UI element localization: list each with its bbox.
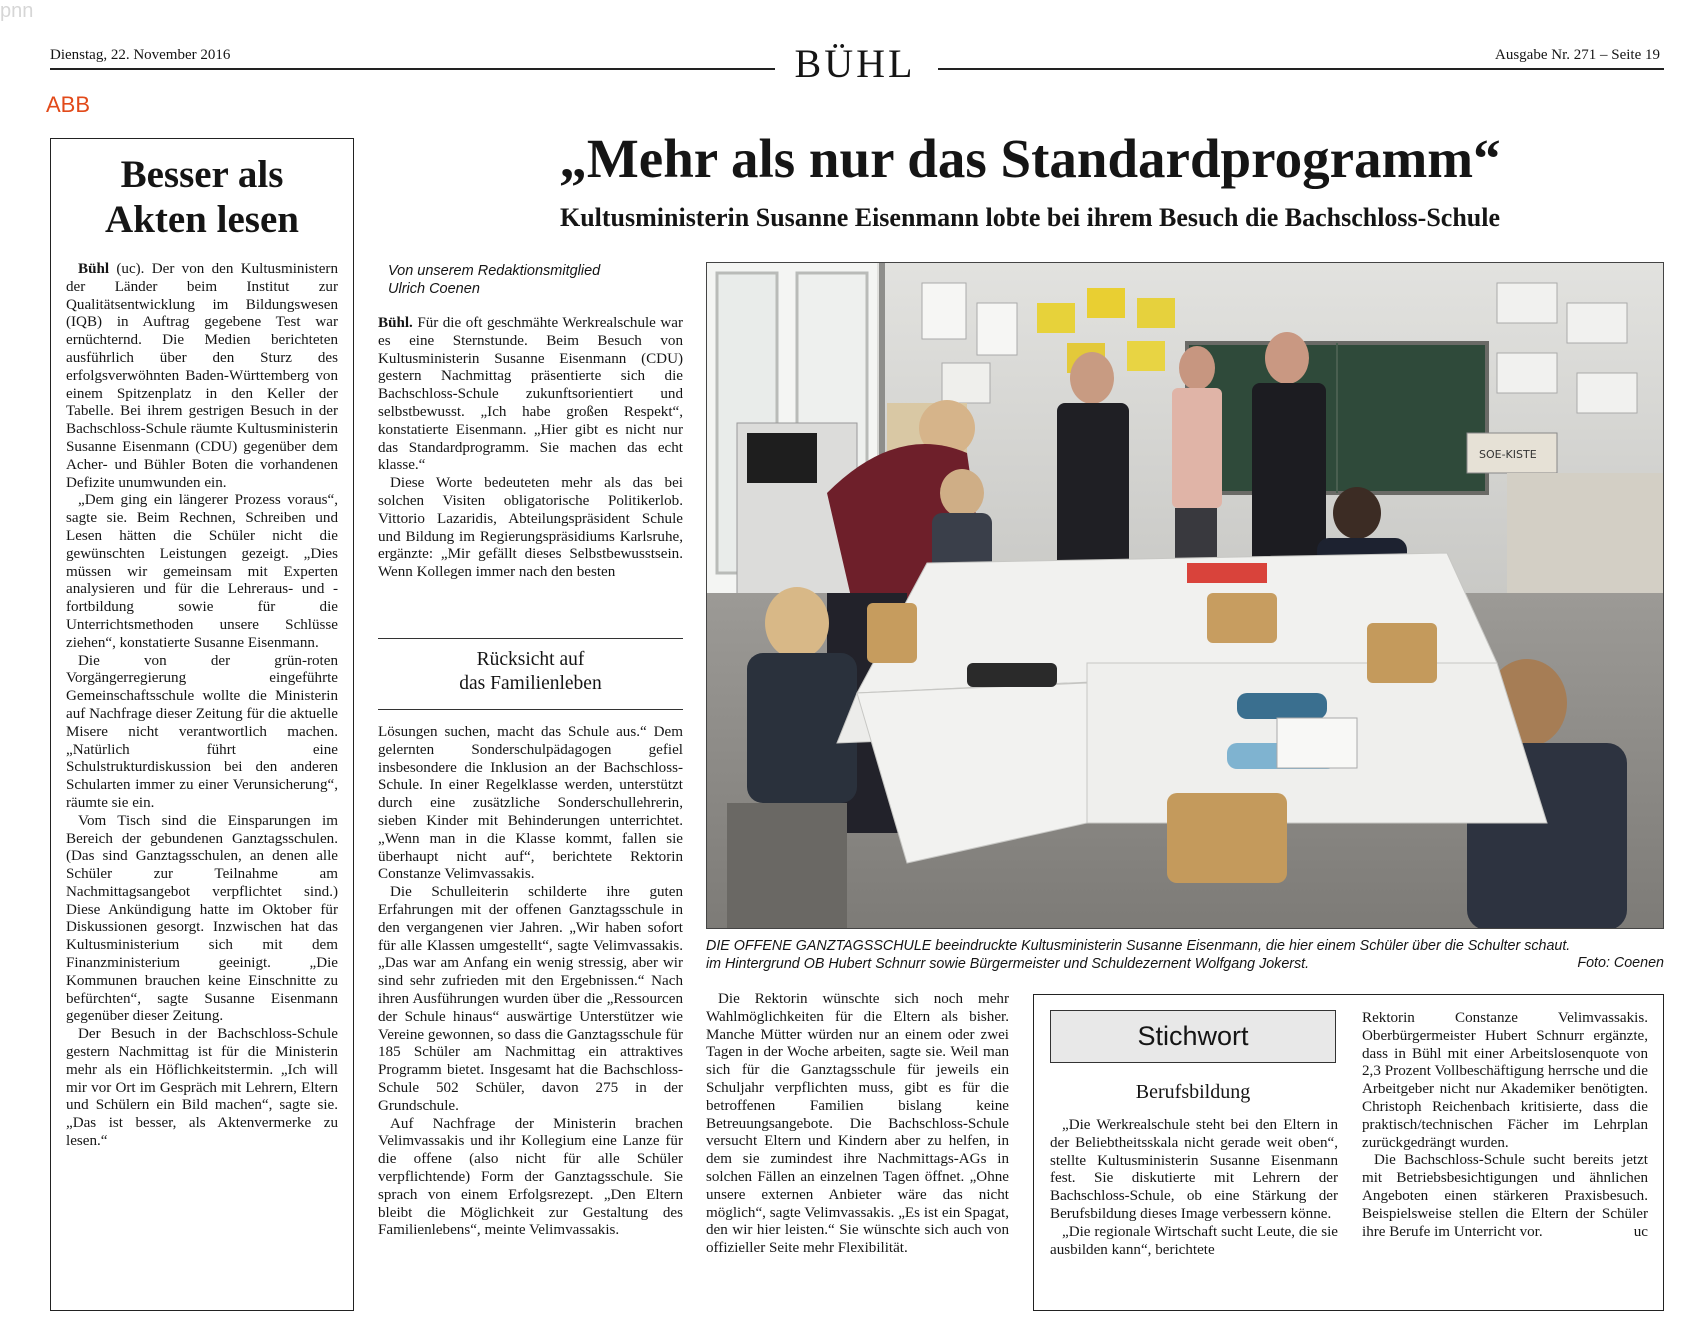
photo-illustration [707,263,1664,929]
paragraph: „Dem ging ein längerer Prozess voraus“, sagte sie. Beim Rechnen, Schreiben und Lesen hätten die Schüler nicht die gewünschten Leistungen gezeigt. „Dies müssen wir gemeinsam mit Experten analysieren und für die Lehreraus- und -fortbildung sowie für die Unterrichtsmethoden unsere Schlüsse ziehen“, konstatierte Susanne Eisenmann. [66,492,338,651]
author-initials: uc [1633,1223,1648,1240]
sidebar-headline: Besser als Akten lesen [105,153,299,241]
masthead-rule-left [50,68,775,70]
main-subheadline: Kultusministerin Susanne Eisenmann lobte bei ihrem Besuch die Bachschloss-Schule [559,203,1500,232]
sidebar-lead: Bühl [78,261,110,277]
subhead-rule-bottom [378,709,683,710]
article-column-1-bottom [378,724,683,1240]
info-box-title: Berufsbildung [1135,1081,1251,1103]
paragraph: Der Besuch in der Bachschloss-Schule gestern Nachmittag ist für die Ministerin mehr als ein Höflichkeitstermin. „Ich will mir vor Ort im Gespräch mit Lehrern, Eltern und Schülern ein Bild machen“, sagte sie. „Das ist besser, als Aktenvermerke zu lesen.“ [66,1026,338,1150]
info-box-column-2 [1362,1010,1648,1241]
article-lead: Bühl. [378,315,413,331]
section-label: ABB [46,92,91,117]
info-box-label: Stichwort [1050,1010,1336,1063]
paragraph: Die von der grün-roten Vorgängerregierung eingeführte Gemeinschaftsschule wollte die Ministerin auf Nachfrage dieser Zeitung für die aktuelle Misere nicht verantwortlich machen. „Natürlich führt eine Schulstrukturdiskussion bei den anderen Schularten immer zu einer Verunsicherung“, räumte sie ein. [66,652,338,811]
paragraph: „Die Werkrealschule steht bei den Eltern in der Beliebtheitsskala nicht gerade weit oben“, stellte Kultusministerin Susanne Eisenmann fest. Sie diskutierte mit Lehrern der Bachschloss-Schule, ob eine Stärkung der Berufsbildung dieses Image verbessern könne. [1050,1117,1338,1222]
masthead-rule-right [938,68,1664,70]
subheadline: Rücksicht auf das Familienleben [459,649,602,694]
photo-caption: DIE OFFENE GANZTAGSSCHULE beeindruckte Kultusministerin Susanne Eisenmann, die hier einem Schüler über die Schulter schaut. im Hintergrund OB Hubert Schnurr sowie Bürgermeister und Schuldezernent Wolfgang Jokerst. [706,938,1571,972]
paragraph: Auf Nachfrage der Ministerin brachen Velimvassakis und ihr Kollegium eine Lanze für die offene (also nicht für alle Schüler verpflichtende) Form der Ganztagsschule. Sie sprach von einem Erfolgsrezept. „Den Eltern bleibt die Möglichkeit zur Gestaltung des Familienlebens“, meinte Velimvassakis. [378,1115,683,1239]
article-column-1-top: Bühl. Für die oft geschmähte Werkrealschule war es eine Sternstunde. Beim Besuch von Kultusministerin Susanne Eisenmann (CDU) gestern Nachmittag präsentierte sich die Bachschloss-Schule zukunftsorientiert und selbstbewusst. „Ich habe großen Respekt“, konstatierte Eisenmann. „Hier gibt es nicht nur das Standardprogramm. Sie machen das echt klasse.“ Diese Worte bedeuteten mehr als das bei solchen Visiten obligatorische Politikerlob. Vittorio Lazaridis, Abteilungspräsident Schule und Bildung im Regierungspräsidiums Karlsruhe, ergänzte: „Mir gefällt dieses Selbstbewusstsein. Wenn Kollegen immer nach den besten [378,315,683,581]
issue-number: Ausgabe Nr. 271 – Seite 19 [1495,47,1660,63]
sidebar-article-body: Bühl (uc). Der von den Kultusministern der Länder beim Institut zur Qualitätsentwicklung im Bildungswesen (IQB) in Auftrag gegebene Test war ernüchternd. Die Medien berichteten ausführlich über den Sturz des erfolgsverwöhnten Baden-Württemberg von einem Spitzenplatz in den Keller der Tabelle. Bei ihrem gestrigen Besuch in der Bachschloss-Schule räumte Kultusministerin Susanne Eisenmann (CDU) gegenüber dem Acher- und Bühler Boten die vorhandenen Defizite unumwunden ein. „Dem ging ein längerer Prozess voraus“, sagte sie. Beim Rechnen, Schreiben und Lesen hätten die Schüler nicht die gewünschten Leistungen gezeigt. „Dies müssen wir gemeinsam mit Experten analysieren und für die Lehreraus- und -fortbildung sowie für die Unterrichtsmethoden unsere Schlüsse ziehen“, konstatierte Susanne Eisenmann. Die von der grün-roten Vorgängerregierung eingeführte Gemeinschaftsschule wollte die Ministerin auf Nachfrage dieser Zeitung für die aktuelle Misere nicht verantwortlich machen. „Natürlich führt eine Schulstrukturdiskussion bei den anderen Schularten immer zu einer Verunsicherung“, räumte sie ein. Vom Tisch sind die Einsparungen im Bereich der gebundenen Ganztagsschulen. (Das sind Ganztagsschulen, an denen alle Schüler zur Teilnahme am Nachmittagsangebot verpflichtet sind.) Diese Ankündigung hatte im Oktober für Diskussionen gesorgt. Inzwischen hat das Kultusministerium sich mit dem Finanzministerium geeinigt. „Die Kommunen brauchen keine Einschnitte zu befürchten“, sagte Susanne Eisenmann gegenüber dieser Zeitung. Der Besuch in der Bachschloss-Schule gestern Nachmittag ist für die Ministerin mehr als ein Höflichkeitstermin. „Ich will mir vor Ort im Gespräch mit Lehrern, Eltern und Schülern ein Bild machen“, sagte sie. „Das ist besser, als Aktenvermerke zu lesen.“ [66,261,338,1150]
watermark: pnn [0,0,34,22]
paragraph: „Die regionale Wirtschaft sucht Leute, die sie ausbilden kann“, berichtete [1050,1223,1338,1258]
paragraph: Diese Worte bedeuteten mehr als das bei solchen Visiten obligatorische Politikerlob. Vittorio Lazaridis, Abteilungspräsident Schule und Bildung im Regierungspräsidiums Karlsruhe, ergänzte: „Mir gefällt dieses Selbstbewusstsein. Wenn Kollegen immer nach den besten [378,475,683,581]
article-column-2 [706,991,1009,1258]
info-box-column-1 [1050,1117,1338,1259]
main-headline: „Mehr als nur das Standardprogramm“ [559,128,1501,189]
classroom-photo [706,262,1664,929]
paragraph: Rektorin Constanze Velimvassakis. Oberbürgermeister Hubert Schnurr ergänzte, dass in Bühl mit einer Arbeitslosenquote von 2,3 Prozent Vollbeschäftigung herrsche und die Arbeitgeber nicht nur Akademiker benötigten. Christoph Reichenbach kritisierte, dass die praktisch/technischen Fächer im Lehrplan zurückgedrängt wurden. [1362,1010,1648,1151]
tray-label: SOE-KISTE [1479,448,1537,461]
subhead-rule-top [378,638,683,639]
paragraph: Die Bachschloss-Schule sucht bereits jetzt mit Betriebsbesichtigungen und ähnlichen Angeboten einen stärkeren Praxisbesuch. Beispielsweise stellen die Eltern der Schüler ihre Berufe im Unterricht vor. uc [1362,1152,1648,1240]
paragraph: Lösungen suchen, macht das Schule aus.“ Dem gelernten Sonderschulpädagogen gefiel insbesondere die Inklusion an der Bachschloss-Schule. In einer Regelklasse werden, unterstützt durch eine zusätzliche Sonderschullehrerin, sieben Kinder mit Behinderungen unterrichtet. „Wenn man in die Klasse kommt, fallen sie überhaupt nicht auf“, berichtete Rektorin Constanze Velimvassakis. [378,724,683,883]
paragraph: Die Rektorin wünschte sich noch mehr Wahlmöglichkeiten für die Eltern als bisher. Manche Mütter würden nur an einem oder zwei Tagen in der Woche arbeiten, sagte sie. Weil man sich für die Ganztagsschule für jeweils ein Schuljahr verpflichten muss, gibt es für die betroffenen Familien bislang keine Betreuungsangebote. Die Bachschloss-Schule versucht Eltern und Kindern aber zu helfen, in dem sie zumindest ihre Nachmittags-AGs in solchen Fällen an einzelnen Tagen öffnet. „Ohne unsere externen Anbieter wäre das nicht möglich“, sagte Velimvassakis. „Es ist ein Spagat, den wir hier leisten.“ Sie wünschte sich auch von offizieller Seite mehr Flexibilität. [706,991,1009,1257]
photo-credit: Foto: Coenen [1577,955,1664,971]
paragraph: Die Schulleiterin schilderte ihre guten Erfahrungen mit der offenen Ganztagsschule in den vergangenen vier Jahren. „Wir haben sofort für alle Klassen umgestellt“, sagte Velimvassakis. „Das war am Anfang ein wenig stressig, aber wir sind sehr zufrieden mit den Ergebnissen.“ Nach ihren Ausführungen wurden über die „Ressourcen der Schule hinaus“ auswärtige Unterstützer wie Vereine gewonnen, so dass die Ganztagsschule für 185 Schüler am Nachmittag ein attraktives Programm bietet. Insgesamt hat die Bachschloss-Schule 502 Schüler, davon 275 in der Grundschule. [378,884,683,1114]
newspaper-section-title: BÜHL [780,40,930,87]
byline: Von unserem Redaktionsmitglied Ulrich Coenen [388,263,601,297]
paragraph: Vom Tisch sind die Einsparungen im Bereich der gebundenen Ganztagsschulen. (Das sind Ganztagsschulen, an denen alle Schüler zur Teilnahme am Nachmittagsangebot verpflichtet sind.) Diese Ankündigung hatte im Oktober für Diskussionen gesorgt. Inzwischen hat das Kultusministerium sich mit dem Finanzministerium geeinigt. „Die Kommunen brauchen keine Einschnitte zu befürchten“, sagte Susanne Eisenmann gegenüber dieser Zeitung. [66,812,338,1025]
issue-date: Dienstag, 22. November 2016 [50,47,231,63]
